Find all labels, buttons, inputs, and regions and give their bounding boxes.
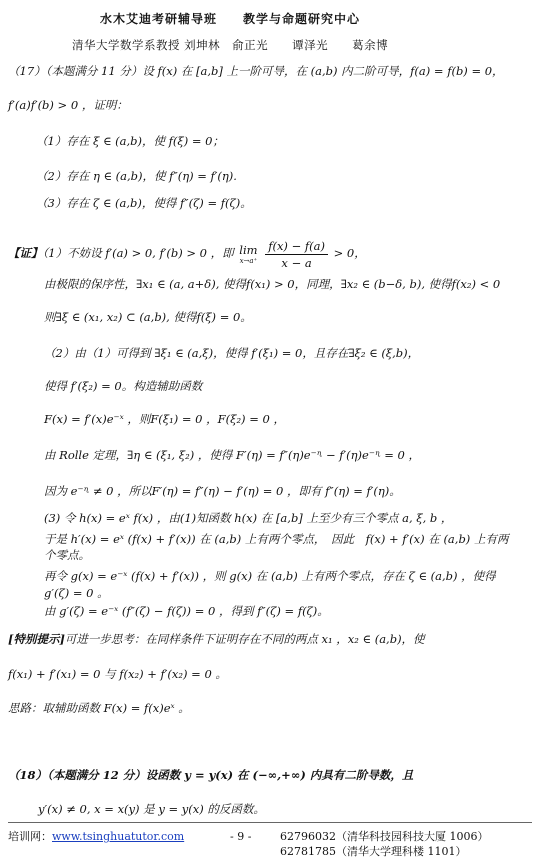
proof-part2-intro: （2）由（1）可得到 ∃ξ₁ ∈ (a,ξ)，使得 f′(ξ₁) = 0，且存在∃ξ₂ ∈ (ξ,b)， xyxy=(44,346,420,360)
proof-part1-intro xyxy=(8,233,366,273)
footer-label: 培训网： xyxy=(8,830,52,843)
footer-divider xyxy=(8,822,532,823)
page-number: - 9 - xyxy=(230,830,252,843)
proof-line-zero: 则∃ξ ∈ (x₁, x₂) ⊂ (a,b), 使得f(ξ) = 0。 xyxy=(44,310,252,324)
footer xyxy=(8,829,532,859)
footer-phone-2: 62781785（清华大学理科楼 1101） xyxy=(280,845,467,858)
problem18-condition: y′(x) ≠ 0, x = x(y) 是 y = y(x) 的反函数。 xyxy=(38,802,265,816)
problem17-statement: （17）（本题满分 11 分）设 f(x) 在 [a,b] 上一阶可导，在 (a,b) 内二阶可导，f(a) = f(b) = 0， xyxy=(8,64,504,78)
hint-text: 可进一步思考：在同样条件下证明存在不同的两点 x₁ ，x₂ ∈ (a,b)，使 xyxy=(64,632,425,646)
limit-subscript: x→a⁺ xyxy=(239,257,258,265)
proof-rolle: 由 Rolle 定理，∃η ∈ (ξ₁, ξ₂) ，使得 F′(η) = f″(η)e⁻ᶯ − f′(η)e⁻ᶯ = 0 ， xyxy=(44,448,420,462)
fraction-numerator: f(x) − f(a) xyxy=(265,238,328,255)
footer-website-link[interactable]: www.tsinghuatutor.com xyxy=(52,830,185,843)
hint-label: [特别提示] xyxy=(8,632,65,646)
proof-part3-g: 再令 g(x) = e⁻ˣ (f(x) + f′(x)) ，则 g(x) 在 (a,b) 上有两个零点，存在 ζ ∈ (a,b) ，使得 xyxy=(44,569,496,583)
problem17-condition: f′(a)f′(b) > 0 ，证明： xyxy=(8,98,128,112)
proof-label: 【证】 xyxy=(8,246,43,260)
problem18-statement xyxy=(8,767,413,783)
header-authors: 清华大学数学系教授 刘坤林 俞正光 谭泽光 葛余博 xyxy=(72,38,389,52)
limit-word: lim xyxy=(239,243,258,257)
proof-part3-conclusion: 由 g′(ζ) = e⁻ˣ (f″(ζ) − f(ζ)) = 0 ，得到 f″(ζ) = f(ζ)。 xyxy=(44,604,329,618)
difference-quotient xyxy=(265,238,328,271)
footer-phone-1: 62796032（清华科技园科技大厦 1006） xyxy=(280,830,489,843)
proof-part1-post: > 0， xyxy=(329,246,366,260)
proof-part2-conclusion: 因为 e⁻ᶯ ≠ 0 ，所以F′(η) = f″(η) − f′(η) = 0 ，即有 f″(η) = f′(η)。 xyxy=(44,484,401,498)
problem17-item3: （3）存在 ζ ∈ (a,b)，使得 f″(ζ) = f(ζ)。 xyxy=(36,196,252,210)
hint-idea: 思路：取辅助函数 F(x) = f(x)eˣ 。 xyxy=(8,701,190,715)
limit-expression xyxy=(239,243,257,265)
proof-part1-text: （1）不妨设 f′(a) > 0, f′(b) > 0 ，即 xyxy=(42,246,234,260)
problem17-item2: （2）存在 η ∈ (a,b)，使 f″(η) = f′(η). xyxy=(36,169,237,183)
fraction-denominator: x − a xyxy=(281,255,312,270)
proof-aux-function: F(x) = f′(x)e⁻ˣ ，则F(ξ₁) = 0 ，F(ξ₂) = 0 ， xyxy=(44,412,285,426)
problem18-label: （18）（本题满分 12 分）设函数 y = y(x) 在 (−∞,+∞) 内具有二阶导数，且 xyxy=(8,768,414,782)
header-title: 水木艾迪考研辅导班 教学与命题研究中心 xyxy=(100,12,361,26)
problem17-item1: （1）存在 ξ ∈ (a,b)，使 f(ξ) = 0； xyxy=(36,134,224,148)
proof-part3-intro: (3) 令 h(x) = eˣ f(x) ，由(1)知函数 h(x) 在 [a,b] 上至少有三个零点 a, ξ, b ， xyxy=(44,511,453,525)
proof-part3-zeros: 个零点。 xyxy=(44,548,90,562)
special-hint xyxy=(8,631,425,647)
proof-line-sign-preserve: 由极限的保序性，∃x₁ ∈ (a, a+δ), 使得f(x₁) > 0，同理，∃x₂ ∈ (b−δ, b), 使得f(x₂) < 0 xyxy=(44,277,501,291)
proof-part3-hprime: 于是 h′(x) = eˣ (f(x) + f′(x)) 在 (a,b) 上有两个零点， 因此 f(x) + f′(x) 在 (a,b) 上有两 xyxy=(44,532,509,546)
hint-equation: f(x₁) + f′(x₁) = 0 与 f(x₂) + f′(x₂) = 0 。 xyxy=(8,667,227,681)
proof-part3-gprime-zero: g′(ζ) = 0 。 xyxy=(44,586,109,600)
proof-part2-construct: 使得 f′(ξ₂) = 0。构造辅助函数 xyxy=(44,379,203,393)
